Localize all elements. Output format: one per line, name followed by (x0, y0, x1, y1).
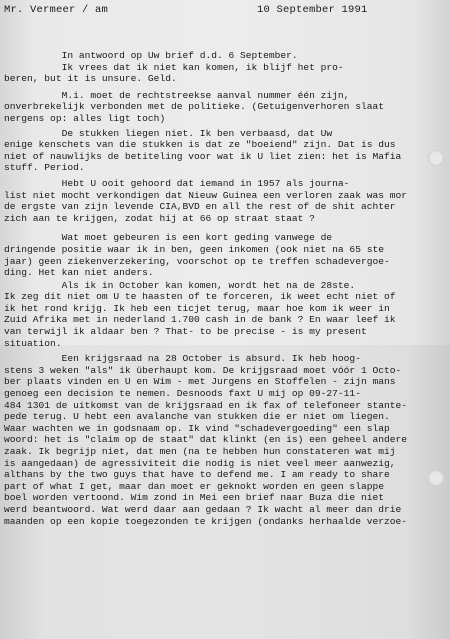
text-line: zaak. Ik begrijp niet, dat men (na te hebben hun constateren wat mij (4, 446, 396, 457)
text-line: nergens op: alles ligt toch) (4, 112, 166, 124)
reference-code: Mr. Vermeer / am (4, 4, 109, 16)
text-line: Ik vrees dat ik niet kan komen, ik blijf het pro- (4, 61, 344, 73)
text-line: althans by the two guys that have to defend me. I am ready to share (4, 469, 390, 481)
text-line: 484 1301 de uitkomst van de krijgsraad en ik fax of telefoneer stante- (4, 399, 408, 411)
text-line: pede terug. U hebt een avalanche van stukken die er niet om liegen. (4, 411, 390, 423)
paragraph (4, 353, 444, 527)
text-line: dringende positie waar ik in ben, geen inkomen (ook niet na 65 ste (4, 243, 384, 255)
text-line: Zuid Afrika met in nederland 1.700 cash in de bank ? En waar leef ik (4, 314, 396, 326)
text-line: maanden op een kopie toegezonden te krijgen (ondanks herhaalde verzoe- (4, 515, 408, 527)
text-line: woord: het is "claim op de staat" dat klinkt (en is) een geheel andere (4, 434, 408, 446)
text-line: Hebt U ooit gehoord dat iemand in 1957 als journa- (4, 177, 350, 189)
text-line: Ik zeg dit niet om U te haasten of te forceren, ik weet echt niet of (4, 291, 396, 303)
paragraph (4, 90, 444, 125)
text-line: niet of nauwlijks de betiteling voor wat ik U liet zien: het is Mafia (4, 150, 402, 162)
text-line: genoeg een decision te nemen. Desnoods faxt U mij op 09-27-11- (4, 388, 361, 400)
text-line: De stukken liegen niet. Ik ben verbaasd, dat Uw (4, 127, 333, 139)
text-line: ber plaats vinden en U en Wim - met Jurgens en Stoffelen - zijn mans (4, 376, 396, 388)
text-line: ik het rond krijg. Ik heb een ticjet terug, maar hoe kom ik weer in (4, 302, 390, 314)
letter-header (4, 4, 444, 18)
text-line: Als ik in October kan komen, wordt het na de 28ste. (4, 279, 356, 291)
paragraph-gap (4, 224, 444, 232)
text-line: situation. (4, 337, 62, 349)
paragraph (4, 280, 444, 350)
text-line: Een krijgsraad na 28 October is absurd. Ik heb hoog- (4, 353, 361, 365)
text-line: list niet mocht verkondigen dat Nieuw Guinea een verloren zaak was mor (4, 189, 408, 201)
paragraph (4, 50, 444, 85)
text-line: ding. Het kan niet anders. (4, 267, 154, 279)
text-line: jaar) geen ziekenverzekering, voorschot op te treffen schadevergoe- (4, 255, 390, 267)
text-line: boel worden vertoond. Wim zond in Mei een brief naar Buza die niet (4, 492, 384, 504)
text-line: de ergste van zijn levende CIA,BVD en all the rest of de shit achter (4, 201, 396, 213)
text-line: Waar wachten we in godsnaam op. Ik vind "schadevergoeding" een slap (4, 422, 390, 434)
text-line: zich aan te krijgen, zodat hij at 66 op straat staat ? (4, 212, 315, 224)
paragraph (4, 178, 444, 224)
text-line: onverbrekelijk verbonden met de politieke. (Getuigenverhoren slaat (4, 101, 384, 113)
text-line: beren, but it is unsure. Geld. (4, 73, 177, 85)
letter-body (4, 50, 444, 527)
text-line: stens 3 weken "als" ik überhaupt kom. De krijgsraad moet vóór 1 Octo- (4, 364, 402, 376)
text-line: is aangedaan) de agressiviteit die nodig is niet veel meer aanwezig, (4, 457, 396, 469)
text-line: M.i. moet de rechtstreekse aanval nummer één zijn, (4, 89, 350, 101)
text-line: In antwoord op Uw brief d.d. 6 September. (4, 50, 298, 61)
paragraph (4, 232, 444, 278)
paragraph (4, 128, 444, 174)
text-line: Wat moet gebeuren is een kort geding vanwege de (4, 232, 333, 244)
text-line: van terwijl ik aldaar ben ? That- to be precise - is my present (4, 326, 367, 338)
letter-date: 10 September 1991 (257, 4, 368, 16)
text-line: werd beantwoord. Wat werd daar aan gedaan ? Ik wacht al meer dan drie (4, 503, 402, 515)
text-line: stuff. Period. (4, 162, 85, 174)
text-line: part of what I get, maar dan moet er geknokt worden en geen slappe (4, 480, 384, 492)
text-line: enige kenschets van die stukken is dat ze "boeiend" zijn. Dat is dus (4, 139, 396, 151)
